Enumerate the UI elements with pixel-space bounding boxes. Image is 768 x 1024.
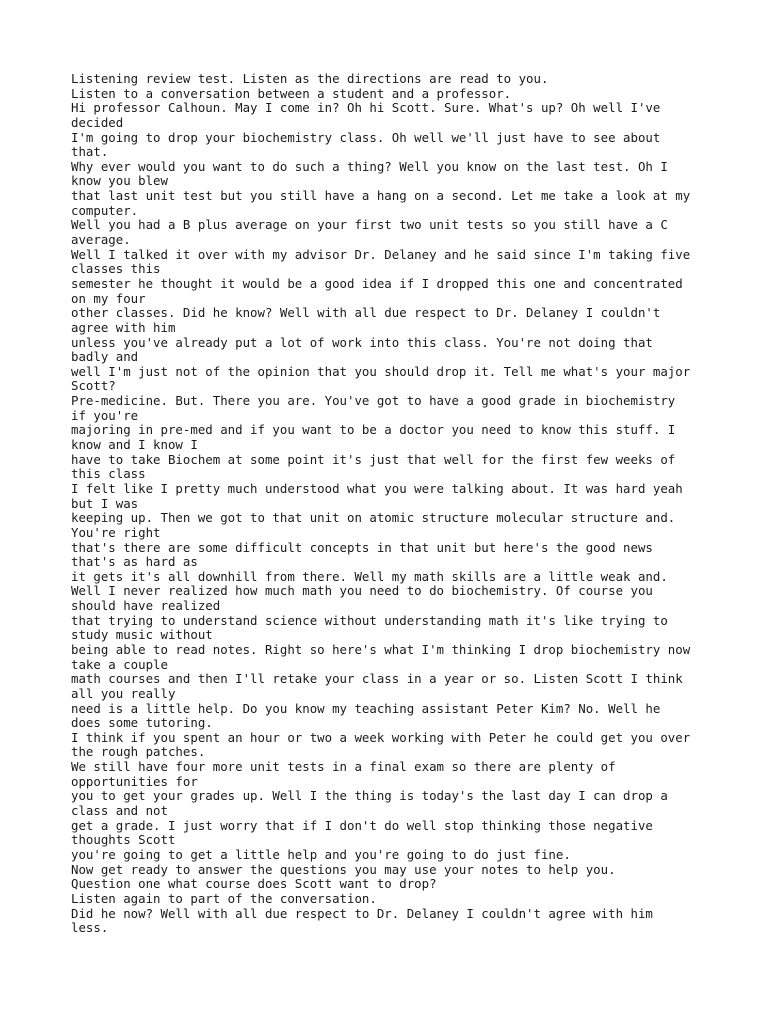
transcript-line: that trying to understand science without understanding math it's like trying to bbox=[71, 612, 668, 628]
transcript-line: I felt like I pretty much understood what you were talking about. It was hard yeah bbox=[71, 480, 683, 496]
transcript-line: you're going to get a little help and you're going to do just fine. bbox=[71, 846, 571, 862]
transcript-line: Hi professor Calhoun. May I come in? Oh hi Scott. Sure. What's up? Oh well I've bbox=[71, 100, 661, 116]
transcript-line: does some tutoring. bbox=[71, 715, 213, 731]
transcript-line: I think if you spent an hour or two a week working with Peter he could get you over bbox=[71, 729, 691, 745]
transcript-line: We still have four more unit tests in a final exam so there are plenty of bbox=[71, 759, 616, 775]
transcript-line: know and I know I bbox=[71, 437, 198, 453]
transcript-line: that. bbox=[71, 144, 109, 160]
transcript-line: semester he thought it would be a good idea if I dropped this one and concentrated bbox=[71, 275, 683, 291]
transcript-line: majoring in pre-med and if you want to be a doctor you need to know this stuff. I bbox=[71, 422, 676, 438]
transcript-line: computer. bbox=[71, 202, 139, 218]
transcript-line: study music without bbox=[71, 627, 213, 643]
transcript-line: that's as hard as bbox=[71, 554, 198, 570]
transcript-line: Scott? bbox=[71, 378, 116, 394]
transcript-line: class and not bbox=[71, 803, 168, 819]
transcript-line: on my four bbox=[71, 290, 146, 306]
transcript-line: if you're bbox=[71, 407, 139, 423]
transcript-line: that's there are some difficult concepts in that unit but here's the good news bbox=[71, 539, 653, 555]
transcript-line: math courses and then I'll retake your class in a year or so. Listen Scott I think bbox=[71, 671, 683, 687]
transcript-line: it gets it's all downhill from there. Well my math skills are a little weak and. bbox=[71, 568, 668, 584]
transcript-line: should have realized bbox=[71, 598, 221, 614]
transcript-line: Now get ready to answer the questions you may use your notes to help you. bbox=[71, 861, 616, 877]
transcript-line: well I'm just not of the opinion that you should drop it. Tell me what's your major bbox=[71, 363, 691, 379]
transcript-line: decided bbox=[71, 114, 124, 130]
transcript-line: Well I talked it over with my advisor Dr. Delaney and he said since I'm taking five bbox=[71, 246, 691, 262]
transcript-line: badly and bbox=[71, 349, 139, 365]
transcript-line: less. bbox=[71, 920, 109, 936]
transcript-line: keeping up. Then we got to that unit on atomic structure molecular structure and. bbox=[71, 510, 676, 526]
transcript-line: agree with him bbox=[71, 319, 176, 335]
transcript-line: have to take Biochem at some point it's just that well for the first few weeks of bbox=[71, 451, 676, 467]
transcript-line: know you blew bbox=[71, 173, 168, 189]
transcript-line: this class bbox=[71, 466, 146, 482]
transcript-line: get a grade. I just worry that if I don't do well stop thinking those negative bbox=[71, 817, 653, 833]
transcript-line: classes this bbox=[71, 261, 161, 277]
transcript-text bbox=[71, 72, 711, 936]
transcript-line: that last unit test but you still have a hang on a second. Let me take a look at my bbox=[71, 188, 691, 204]
transcript-line: being able to read notes. Right so here's what I'm thinking I drop biochemistry now bbox=[71, 641, 691, 657]
transcript-line: I'm going to drop your biochemistry class. Oh well we'll just have to see about bbox=[71, 129, 661, 145]
transcript-line: opportunities for bbox=[71, 773, 198, 789]
transcript-line: average. bbox=[71, 232, 131, 248]
transcript-line: You're right bbox=[71, 524, 161, 540]
transcript-line: Listen to a conversation between a student and a professor. bbox=[71, 85, 512, 101]
transcript-line: you to get your grades up. Well I the thing is today's the last day I can drop a bbox=[71, 788, 668, 804]
transcript-line: Well you had a B plus average on your first two unit tests so you still have a C bbox=[71, 217, 668, 233]
transcript-line: but I was bbox=[71, 495, 139, 511]
transcript-line: Well I never realized how much math you need to do biochemistry. Of course you bbox=[71, 583, 653, 599]
transcript-line: Listening review test. Listen as the directions are read to you. bbox=[71, 71, 549, 86]
transcript-line: Question one what course does Scott want to drop? bbox=[71, 876, 437, 892]
transcript-line: other classes. Did he know? Well with all due respect to Dr. Delaney I couldn't bbox=[71, 305, 661, 321]
transcript-line: the rough patches. bbox=[71, 744, 206, 760]
transcript-line: Did he now? Well with all due respect to Dr. Delaney I couldn't agree with him bbox=[71, 905, 653, 921]
transcript-line: Listen again to part of the conversation. bbox=[71, 890, 377, 906]
transcript-line: unless you've already put a lot of work into this class. You're not doing that bbox=[71, 334, 653, 350]
transcript-line: Pre-medicine. But. There you are. You've got to have a good grade in biochemistry bbox=[71, 393, 676, 409]
transcript-line: all you really bbox=[71, 685, 176, 701]
transcript-line: thoughts Scott bbox=[71, 832, 176, 848]
transcript-line: Why ever would you want to do such a thing? Well you know on the last test. Oh I bbox=[71, 158, 668, 174]
transcript-line: take a couple bbox=[71, 656, 168, 672]
transcript-line: need is a little help. Do you know my teaching assistant Peter Kim? No. Well he bbox=[71, 700, 661, 716]
